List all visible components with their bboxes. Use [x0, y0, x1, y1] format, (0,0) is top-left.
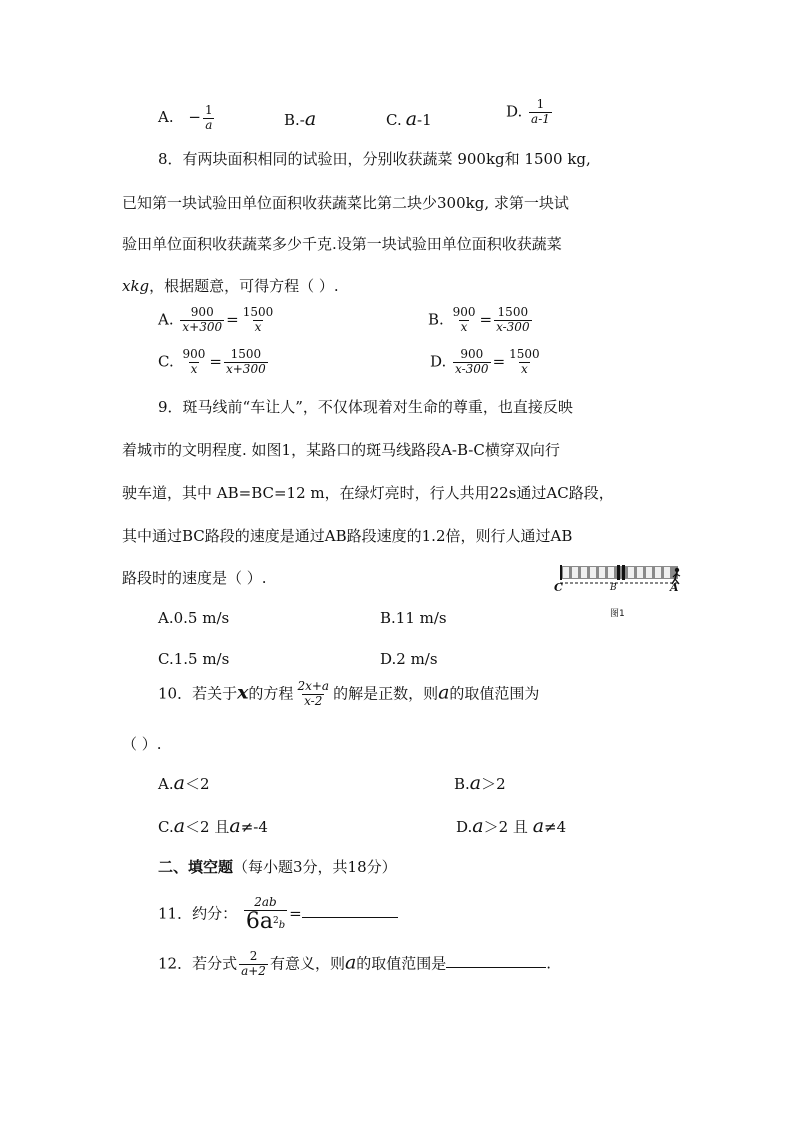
numerator: 1500: [230, 347, 262, 361]
q9-option-c: C.1.5 m/s: [158, 650, 230, 668]
q10-option-d: [456, 815, 566, 837]
q7-c-var: a: [405, 108, 418, 130]
q7-c-rest: -1: [417, 111, 432, 129]
q11-fraction: [244, 896, 287, 933]
q11-den-big: 6a: [245, 908, 273, 934]
q7-a-fraction: [203, 104, 215, 133]
q10-a-rest: ＜2: [184, 775, 210, 793]
q10-mid2: 的解是正数，则: [333, 684, 439, 703]
q8-a-label: A.: [158, 310, 174, 329]
q10-b-rest: ＞2: [481, 775, 506, 793]
denominator: x-300: [496, 319, 530, 334]
q9-line-4: 其中通过BC路段的速度是通过AB路段速度的1.2倍，则行人通过AB: [122, 527, 573, 545]
q8-option-d: D. $\frac{900}{x-300}$ = $\frac{1500}{x}$: [430, 347, 540, 376]
q10-a-label: A.: [158, 775, 174, 793]
denominator: x-300: [455, 361, 489, 376]
zebra-crossing-figure: [554, 562, 688, 622]
q12-line: [158, 950, 551, 979]
q8-a-right-fraction: [241, 306, 276, 335]
q10-d-var-2: a: [532, 815, 545, 837]
q7-option-a: [158, 103, 217, 132]
q8-d-left-fraction: [453, 348, 491, 377]
q8-line-2: 已知第一块试验田单位面积收获蔬菜比第二块少300kg, 求第一块试: [122, 194, 569, 212]
q8-b-right-fraction: [494, 306, 532, 335]
q7-b-label: B.: [284, 111, 300, 129]
figure-caption: 图1: [610, 609, 625, 619]
numerator: 900: [190, 305, 214, 319]
numerator: 2x+a: [297, 679, 330, 693]
numerator: 900: [452, 305, 476, 319]
q10-d-mid: ＞2 且: [483, 818, 533, 836]
q8-line-1: 8．有两块面积相同的试验田，分别收获蔬菜 900kg和 1500 kg,: [158, 150, 591, 168]
q9-line-3: 驶车道，其中 AB=BC=12 m，在绿灯亮时，行人共用22s通过AC路段，: [122, 484, 614, 502]
q7-option-b: [284, 108, 316, 130]
q12-mid: 有意义，则: [269, 954, 345, 973]
q10-var-a: a: [438, 681, 450, 704]
q8-option-a: A. $\frac{900}{x+300}$ = $\frac{1500}{x}$: [158, 305, 274, 334]
q9-line-5: 路段时的速度是（ ）.: [122, 569, 267, 587]
q7-c-label: C.: [386, 111, 402, 129]
figure-label-b: B: [610, 583, 617, 593]
q10-line-1: [158, 680, 539, 709]
q9-line-2: 着城市的文明程度. 如图1，某路口的斑马线路段A-B-C横穿双向行: [122, 441, 560, 459]
q7-a-label: A.: [158, 108, 174, 127]
q11-den-b: b: [278, 919, 286, 931]
q7-d-label: D.: [506, 102, 523, 121]
q11-equals: =: [289, 904, 302, 923]
q8-c-right-fraction: [224, 348, 268, 377]
q8-option-b: B. $\frac{900}{x}$ = $\frac{1500}{x-300}$: [428, 305, 530, 334]
q7-b-var: a: [304, 108, 317, 130]
q8-line-4: [122, 275, 339, 296]
numerator: 2: [249, 949, 258, 963]
q11-prefix: 11．约分：: [158, 904, 238, 923]
q10-mid: 的方程: [248, 684, 294, 703]
q10-b-var: a: [469, 772, 482, 794]
q7-options: [158, 97, 550, 133]
q8-d-label: D.: [430, 352, 447, 371]
q10-a-var: a: [173, 772, 185, 794]
q11-answer-blank[interactable]: [302, 903, 398, 918]
q10-c-var-2: a: [229, 815, 241, 837]
section-2-title: 二、填空题: [158, 858, 234, 876]
q10-d-label: D.: [456, 818, 473, 836]
q10-option-a: [158, 772, 209, 794]
q12-fraction: [239, 950, 268, 979]
q9-option-a: A.0.5 m/s: [158, 609, 230, 627]
q7-option-c: [386, 108, 432, 130]
q9-line-1: 9．斑马线前“车让人”，不仅体现着对生命的尊重，也直接反映: [158, 398, 573, 416]
minus-sign: −: [188, 108, 201, 127]
q8-var-xkg: xkg: [122, 277, 150, 295]
q7-option-d: [506, 98, 554, 127]
numerator: 1500: [497, 305, 529, 319]
denominator: x: [190, 361, 198, 376]
q8-c-left-fraction: [181, 348, 208, 377]
q8-option-c: C. $\frac{900}{x}$ = $\frac{1500}{x+300}$: [158, 347, 266, 376]
q10-c-label: C.: [158, 818, 174, 836]
q12-end: .: [546, 954, 552, 973]
numerator: 2ab: [254, 895, 277, 909]
q7-d-num: 1: [536, 97, 545, 111]
q10-fraction: [295, 680, 331, 709]
section-2-note: （每小题3分，共18分）: [233, 858, 397, 876]
q8-b-label: B.: [428, 310, 444, 329]
q8-b-left-fraction: [451, 306, 478, 335]
q10-option-b: [454, 772, 506, 794]
denominator: a+2: [241, 963, 266, 978]
section-2-heading: [158, 856, 397, 877]
q9-option-d: D.2 m/s: [380, 650, 438, 668]
denominator: x-2: [304, 693, 323, 708]
q8-a-left-fraction: [180, 306, 224, 335]
q10-suffix: 的取值范围为: [449, 684, 540, 703]
q7-d-den: a-1: [531, 111, 550, 126]
q8-d-right-fraction: [507, 348, 542, 377]
q12-prefix: 12．若分式: [158, 954, 238, 973]
q10-c-var: a: [173, 815, 186, 837]
denominator: [244, 910, 287, 933]
figure-label-c: C: [554, 581, 563, 594]
q8-line-3: 验田单位面积收获蔬菜多少千克.设第一块试验田单位面积收获蔬菜: [122, 235, 562, 253]
q7-a-num: 1: [204, 103, 213, 117]
q10-d-rest: ≠4: [544, 818, 567, 836]
denominator: x: [521, 361, 528, 376]
numerator: 900: [182, 347, 206, 361]
numerator: 900: [460, 347, 484, 361]
q9-option-b: B.11 m/s: [380, 609, 447, 627]
q10-option-c: [158, 815, 268, 837]
q8-c-label: C.: [158, 352, 174, 371]
q7-d-fraction: [529, 98, 552, 127]
q12-var-a: a: [344, 951, 357, 974]
numerator: 1500: [242, 305, 274, 319]
q10-line-2: （ ）.: [122, 735, 162, 753]
q12-suffix: 的取值范围是: [356, 954, 447, 973]
q8-line-4-rest: ，根据题意，可得方程（ ）.: [149, 277, 339, 295]
q12-answer-blank[interactable]: [446, 953, 546, 968]
denominator: x+300: [182, 319, 223, 334]
q10-var-x: x: [237, 681, 249, 704]
q10-d-var: a: [472, 815, 484, 837]
numerator: 1500: [509, 347, 540, 361]
q11-den-sup: 2: [273, 915, 279, 926]
q10-c-mid: ＜2 且: [185, 818, 230, 836]
q10-prefix: 10．若关于: [158, 684, 238, 703]
denominator: x: [254, 319, 262, 334]
q7-a-den: a: [205, 117, 213, 132]
q11-line: [158, 896, 398, 933]
figure-label-a: A: [670, 581, 679, 594]
denominator: x+300: [225, 361, 266, 376]
minus-sign: -: [299, 111, 305, 129]
zebra-crossing-image: [554, 562, 688, 602]
denominator: x: [460, 319, 468, 334]
q10-b-label: B.: [454, 775, 470, 793]
q10-c-rest: ≠-4: [240, 818, 268, 836]
